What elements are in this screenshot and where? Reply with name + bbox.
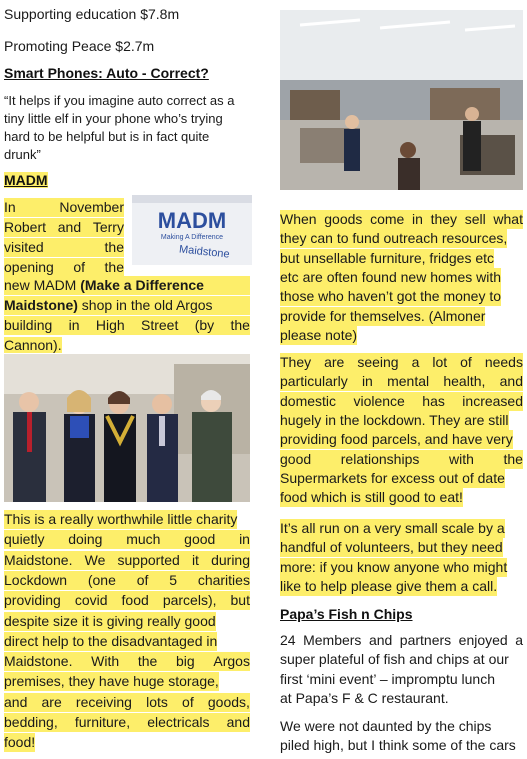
word: it xyxy=(191,551,199,568)
warehouse-photo xyxy=(280,10,523,190)
word: the xyxy=(137,653,158,670)
word: partners xyxy=(399,632,452,648)
word: the xyxy=(230,317,250,333)
word: charities xyxy=(197,571,250,588)
word: (by xyxy=(194,317,215,333)
word: sell xyxy=(464,211,486,227)
logo-place: Maidstone xyxy=(178,243,231,261)
word: like to help please give them a call. xyxy=(280,577,498,594)
word: of xyxy=(182,693,194,710)
word: please note) xyxy=(280,326,358,343)
smartphones-heading: Smart Phones: Auto - Correct? xyxy=(4,65,209,81)
word: We were not daunted by the chips xyxy=(280,718,492,734)
goods-line xyxy=(280,268,501,287)
madm-bold-text: Maidstone) xyxy=(4,297,78,313)
word: of xyxy=(136,571,149,588)
word: a xyxy=(411,354,420,370)
madm-intro-line xyxy=(4,258,124,277)
madm-intro-line xyxy=(4,218,124,237)
word: needs xyxy=(484,354,523,370)
word: 24 xyxy=(280,632,296,648)
word: doing xyxy=(68,531,103,548)
word: food xyxy=(121,592,149,609)
word: Robert xyxy=(4,219,47,235)
word: This is a really worthwhile little charity xyxy=(4,511,238,527)
papa-line xyxy=(280,650,509,669)
volunteer-line xyxy=(280,577,497,596)
word: mental xyxy=(387,373,430,390)
charity-line xyxy=(4,571,250,590)
word: Members xyxy=(303,632,362,648)
word: supported xyxy=(117,551,180,568)
word: When xyxy=(280,211,317,227)
volunteer-line xyxy=(280,519,505,538)
word: in xyxy=(68,317,80,333)
word: health, xyxy=(443,373,486,390)
word: Supermarkets for excess out of date xyxy=(280,469,505,486)
word: the xyxy=(104,239,124,255)
madm-text: Cannon). xyxy=(4,337,62,353)
charity-line xyxy=(4,551,250,570)
word: We xyxy=(84,551,106,568)
word: food which is still good to eat! xyxy=(280,489,463,506)
word: premises, they have huge storage, xyxy=(4,673,219,690)
word: piled high, but I think some of the cars xyxy=(280,737,516,754)
charity-line xyxy=(4,510,237,529)
madm-line-8 xyxy=(4,336,62,355)
word: direct help to the disadvantaged in xyxy=(4,632,218,649)
word: handful of volunteers, but they need xyxy=(280,539,503,556)
word: seeing xyxy=(357,354,399,370)
goods-line xyxy=(280,287,501,306)
word: furniture, xyxy=(74,714,131,730)
madm-intro-line xyxy=(4,198,124,217)
papa-line xyxy=(280,631,523,650)
word: hugely in the lockdown. They are still xyxy=(280,411,509,428)
word: Lockdown xyxy=(4,571,68,588)
needs-line xyxy=(280,353,523,372)
volunteer-line xyxy=(280,538,503,557)
word: food! xyxy=(4,734,36,751)
charity-line xyxy=(4,733,35,752)
madm-line-7 xyxy=(4,316,250,335)
quote-line: drunk” xyxy=(4,147,41,162)
charity-line xyxy=(4,612,216,631)
word: building xyxy=(4,317,53,333)
madm-intro-line xyxy=(4,238,124,257)
word: good xyxy=(184,531,216,548)
needs-line xyxy=(280,411,509,430)
word: bedding, xyxy=(4,714,58,730)
word: With xyxy=(91,653,120,670)
word: domestic xyxy=(280,392,337,409)
word: in xyxy=(411,211,423,227)
charity-line xyxy=(4,530,250,549)
word: Maidstone. xyxy=(4,551,73,568)
charity-line xyxy=(4,652,250,671)
word: what xyxy=(493,211,523,227)
word: despite size it is giving really good xyxy=(4,612,216,629)
word: at Papa’s F & C restaurant. xyxy=(280,689,449,706)
charity-line xyxy=(4,713,250,732)
madm-bold-text: (Make a Difference xyxy=(80,277,204,293)
word: visited xyxy=(4,239,44,255)
word: come xyxy=(370,211,405,227)
word: electricals xyxy=(147,714,210,730)
word: are xyxy=(41,693,62,710)
word: but unsellable furniture, fridges etc xyxy=(280,249,495,266)
madm-line-6 xyxy=(4,296,250,315)
word: lots xyxy=(146,693,168,710)
word: first ‘mini event’ – impromptu lunch xyxy=(280,670,496,687)
word: of xyxy=(460,354,472,370)
word: the xyxy=(503,450,523,467)
goods-line xyxy=(280,210,523,229)
word: In xyxy=(4,199,16,215)
needs-line xyxy=(280,372,523,391)
quote-line: hard to be helpful but is in fact quite xyxy=(4,129,210,144)
papa-line xyxy=(280,689,449,708)
word: Terry xyxy=(92,219,124,235)
logo-text: MADM xyxy=(157,208,227,233)
word: are xyxy=(324,354,345,370)
word: they can to fund outreach resources, xyxy=(280,230,508,247)
goods-line xyxy=(280,307,485,326)
word: super plateful of fish and chips at our xyxy=(280,651,509,668)
madm-heading xyxy=(4,172,48,188)
needs-line xyxy=(280,488,463,507)
word: with xyxy=(448,450,474,467)
word: It’s all run on a very small scale by a xyxy=(280,520,505,536)
word: the xyxy=(104,259,124,275)
word: providing food parcels, and have very xyxy=(280,431,513,448)
goods-line xyxy=(280,249,494,268)
word: and xyxy=(368,632,393,648)
chips-line xyxy=(280,736,516,755)
chips-line xyxy=(280,717,491,736)
word: good xyxy=(280,450,312,467)
word: parcels), xyxy=(162,592,217,609)
logo-tagline: Making A Difference xyxy=(160,234,224,241)
papa-heading: Papa’s Fish n Chips xyxy=(280,606,413,622)
word: in xyxy=(239,531,250,548)
word: relationships xyxy=(340,450,420,467)
madm-heading-text: MADM xyxy=(4,172,48,188)
goods-line xyxy=(280,326,357,345)
word: increased xyxy=(462,392,523,409)
word: a xyxy=(515,632,523,648)
word: they xyxy=(430,211,458,227)
word: receiving xyxy=(75,693,132,710)
volunteer-line xyxy=(280,558,507,577)
madm-logo xyxy=(132,195,252,265)
word: but xyxy=(230,592,250,609)
word: 5 xyxy=(169,571,177,588)
funding-peace: Promoting Peace $2.7m xyxy=(4,38,155,54)
word: during xyxy=(211,551,250,568)
word: of xyxy=(73,259,86,275)
madm-line-5 xyxy=(4,276,250,295)
word: High xyxy=(95,317,125,333)
word: and xyxy=(226,714,250,730)
word: providing xyxy=(4,592,61,609)
goods-line xyxy=(280,229,507,248)
word: quietly xyxy=(4,531,45,548)
charity-line xyxy=(4,672,219,691)
word: etc are often found new homes with xyxy=(280,268,502,285)
needs-line xyxy=(280,450,523,469)
word: Maidstone. xyxy=(4,653,73,670)
charity-line xyxy=(4,693,250,712)
word: lot xyxy=(432,354,448,370)
word: November xyxy=(59,199,124,215)
group-photo xyxy=(4,354,250,502)
word: has xyxy=(422,392,445,409)
word: enjoyed xyxy=(458,632,508,648)
word: Argos xyxy=(213,653,250,670)
word: They xyxy=(280,354,312,370)
word: and xyxy=(57,219,82,235)
needs-line xyxy=(280,392,523,411)
word: in xyxy=(361,373,373,390)
word: those who haven’t got the money to xyxy=(280,288,502,305)
word: (one xyxy=(87,571,116,588)
quote-line: “It helps if you imagine auto correct as a xyxy=(4,93,235,108)
needs-line xyxy=(280,469,505,488)
word: goods, xyxy=(207,693,250,710)
word: violence xyxy=(353,392,405,409)
madm-text: shop in the old Argos xyxy=(77,297,213,313)
word: particularly xyxy=(280,373,348,390)
word: covid xyxy=(74,592,108,609)
word: and xyxy=(4,693,28,710)
word: opening xyxy=(4,259,54,275)
madm-text: new MADM xyxy=(4,277,81,293)
quote-line: tiny little elf in your phone who’s trying xyxy=(4,111,223,126)
word: more: if you know anyone who might xyxy=(280,558,508,575)
needs-line xyxy=(280,430,513,449)
word: big xyxy=(176,653,195,670)
funding-education: Supporting education $7.8m xyxy=(4,6,180,22)
word: goods xyxy=(324,211,363,227)
word: provide for themselves. (Almoner xyxy=(280,307,486,324)
charity-line xyxy=(4,591,250,610)
word: Street xyxy=(141,317,179,333)
word: much xyxy=(126,531,161,548)
papa-line xyxy=(280,670,495,689)
word: and xyxy=(499,373,523,390)
charity-line xyxy=(4,632,217,651)
